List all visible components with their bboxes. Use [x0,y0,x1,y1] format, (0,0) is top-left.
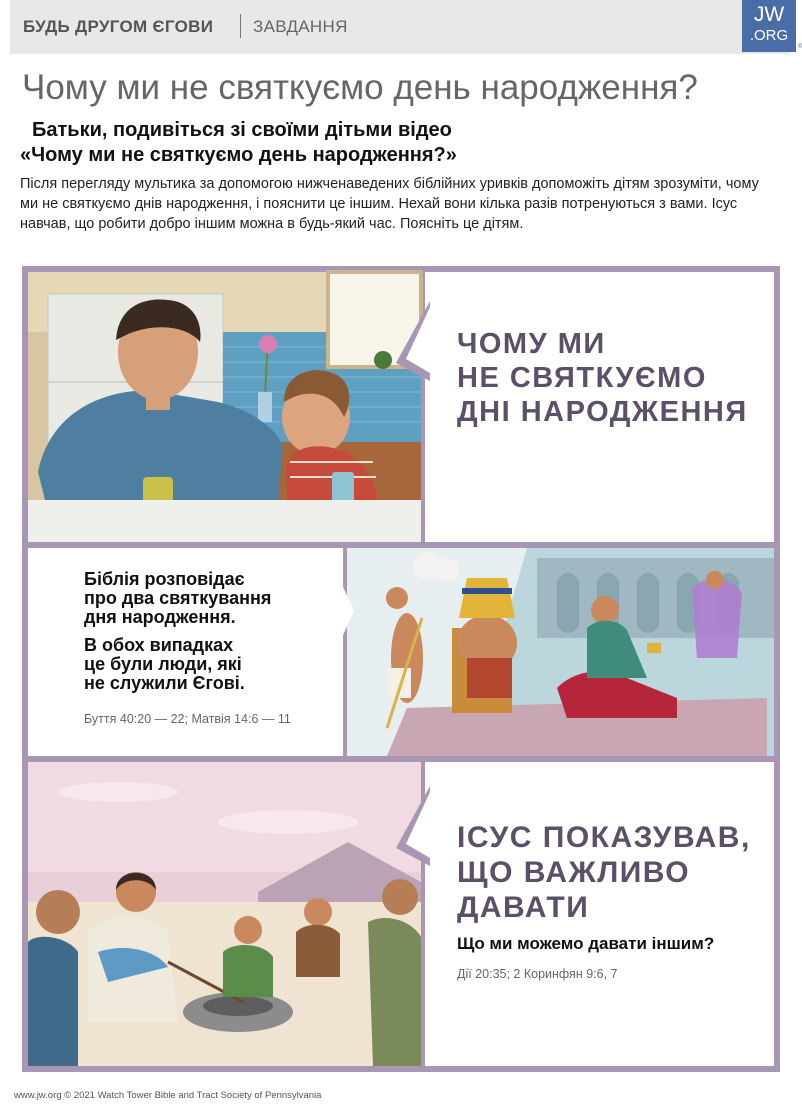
speech-notch-1 [396,301,430,381]
panel2-line: дня народження. [84,607,236,627]
panel3-scripture-reference: Дії 20:35; 2 Коринфян 9:6, 7 [457,967,618,981]
panel3-question: Що ми можемо давати іншим? [457,934,715,953]
activity-kind-label: ЗАВДАННЯ [253,17,348,36]
panel3-heading [457,820,751,925]
series-title: БУДЬ ДРУГОМ ЄГОВИ [23,17,214,36]
logo-line-1: JW [753,3,785,26]
speech-notch-3 [396,786,430,866]
panel-why-not-celebrate [425,272,774,542]
logo-line-2: .ORG [749,27,789,44]
subtitle-line-2: «Чому ми не святкуємо день народження?» [20,144,457,166]
parent-instruction [20,118,457,168]
panel2-line: це були люди, які [84,654,242,674]
panel-two-birthdays [28,548,343,756]
panel1-heading-line: НЕ СВЯТКУЄМО [457,362,707,394]
page-title: Чому ми не святкуємо день народження? [22,68,698,107]
panel2-line: не служили Єгові. [84,673,245,693]
panel1-heading-line: ДНІ НАРОДЖЕННЯ [457,396,748,428]
panel2-line: В обох випадках [84,635,234,655]
jesus-teaching-illustration [28,762,421,1066]
jw-org-logo[interactable] [742,0,796,52]
header-divider [240,14,241,38]
panel1-heading [457,327,748,429]
subtitle-line-1: Батьки, подивіться зі своїми дітьми відео [32,119,452,141]
speech-notch-2 [338,576,354,646]
panel2-line: про два святкування [84,588,272,608]
panel3-heading-line: ДАВАТИ [457,891,590,924]
panel3-heading-line: ЩО ВАЖЛИВО [457,856,691,889]
pharaoh-herod-illustration [347,548,774,756]
panel1-heading-line: ЧОМУ МИ [457,328,606,360]
panel2-scripture-reference: Буття 40:20 — 22; Матвія 14:6 — 11 [84,712,291,726]
panel-jesus-giving [425,762,774,1066]
activity-frame [22,266,780,1072]
intro-paragraph: Після перегляду мультика за допомогою нижченаведених біблійних уривків допоможіть дітям зрозуміти, чому ми не святкуємо днів народження, і пояснити це іншим. Нехай вони кілька разів потренуються з вами. Ісус навчав, що робити добро іншим можна в будь-який час. Поясніть це дітям. [20,176,759,232]
header-bar [10,0,802,54]
copyright-footer: www.jw.org © 2021 Watch Tower Bible and Tract Society of Pennsylvania [14,1090,322,1101]
panel3-heading-line: ІСУС ПОКАЗУВАВ, [457,821,751,854]
logo-registered-mark: ® [798,44,802,50]
kitchen-illustration [28,272,421,542]
panel2-text [84,570,271,702]
panel2-line: Біблія розповідає [84,569,245,589]
